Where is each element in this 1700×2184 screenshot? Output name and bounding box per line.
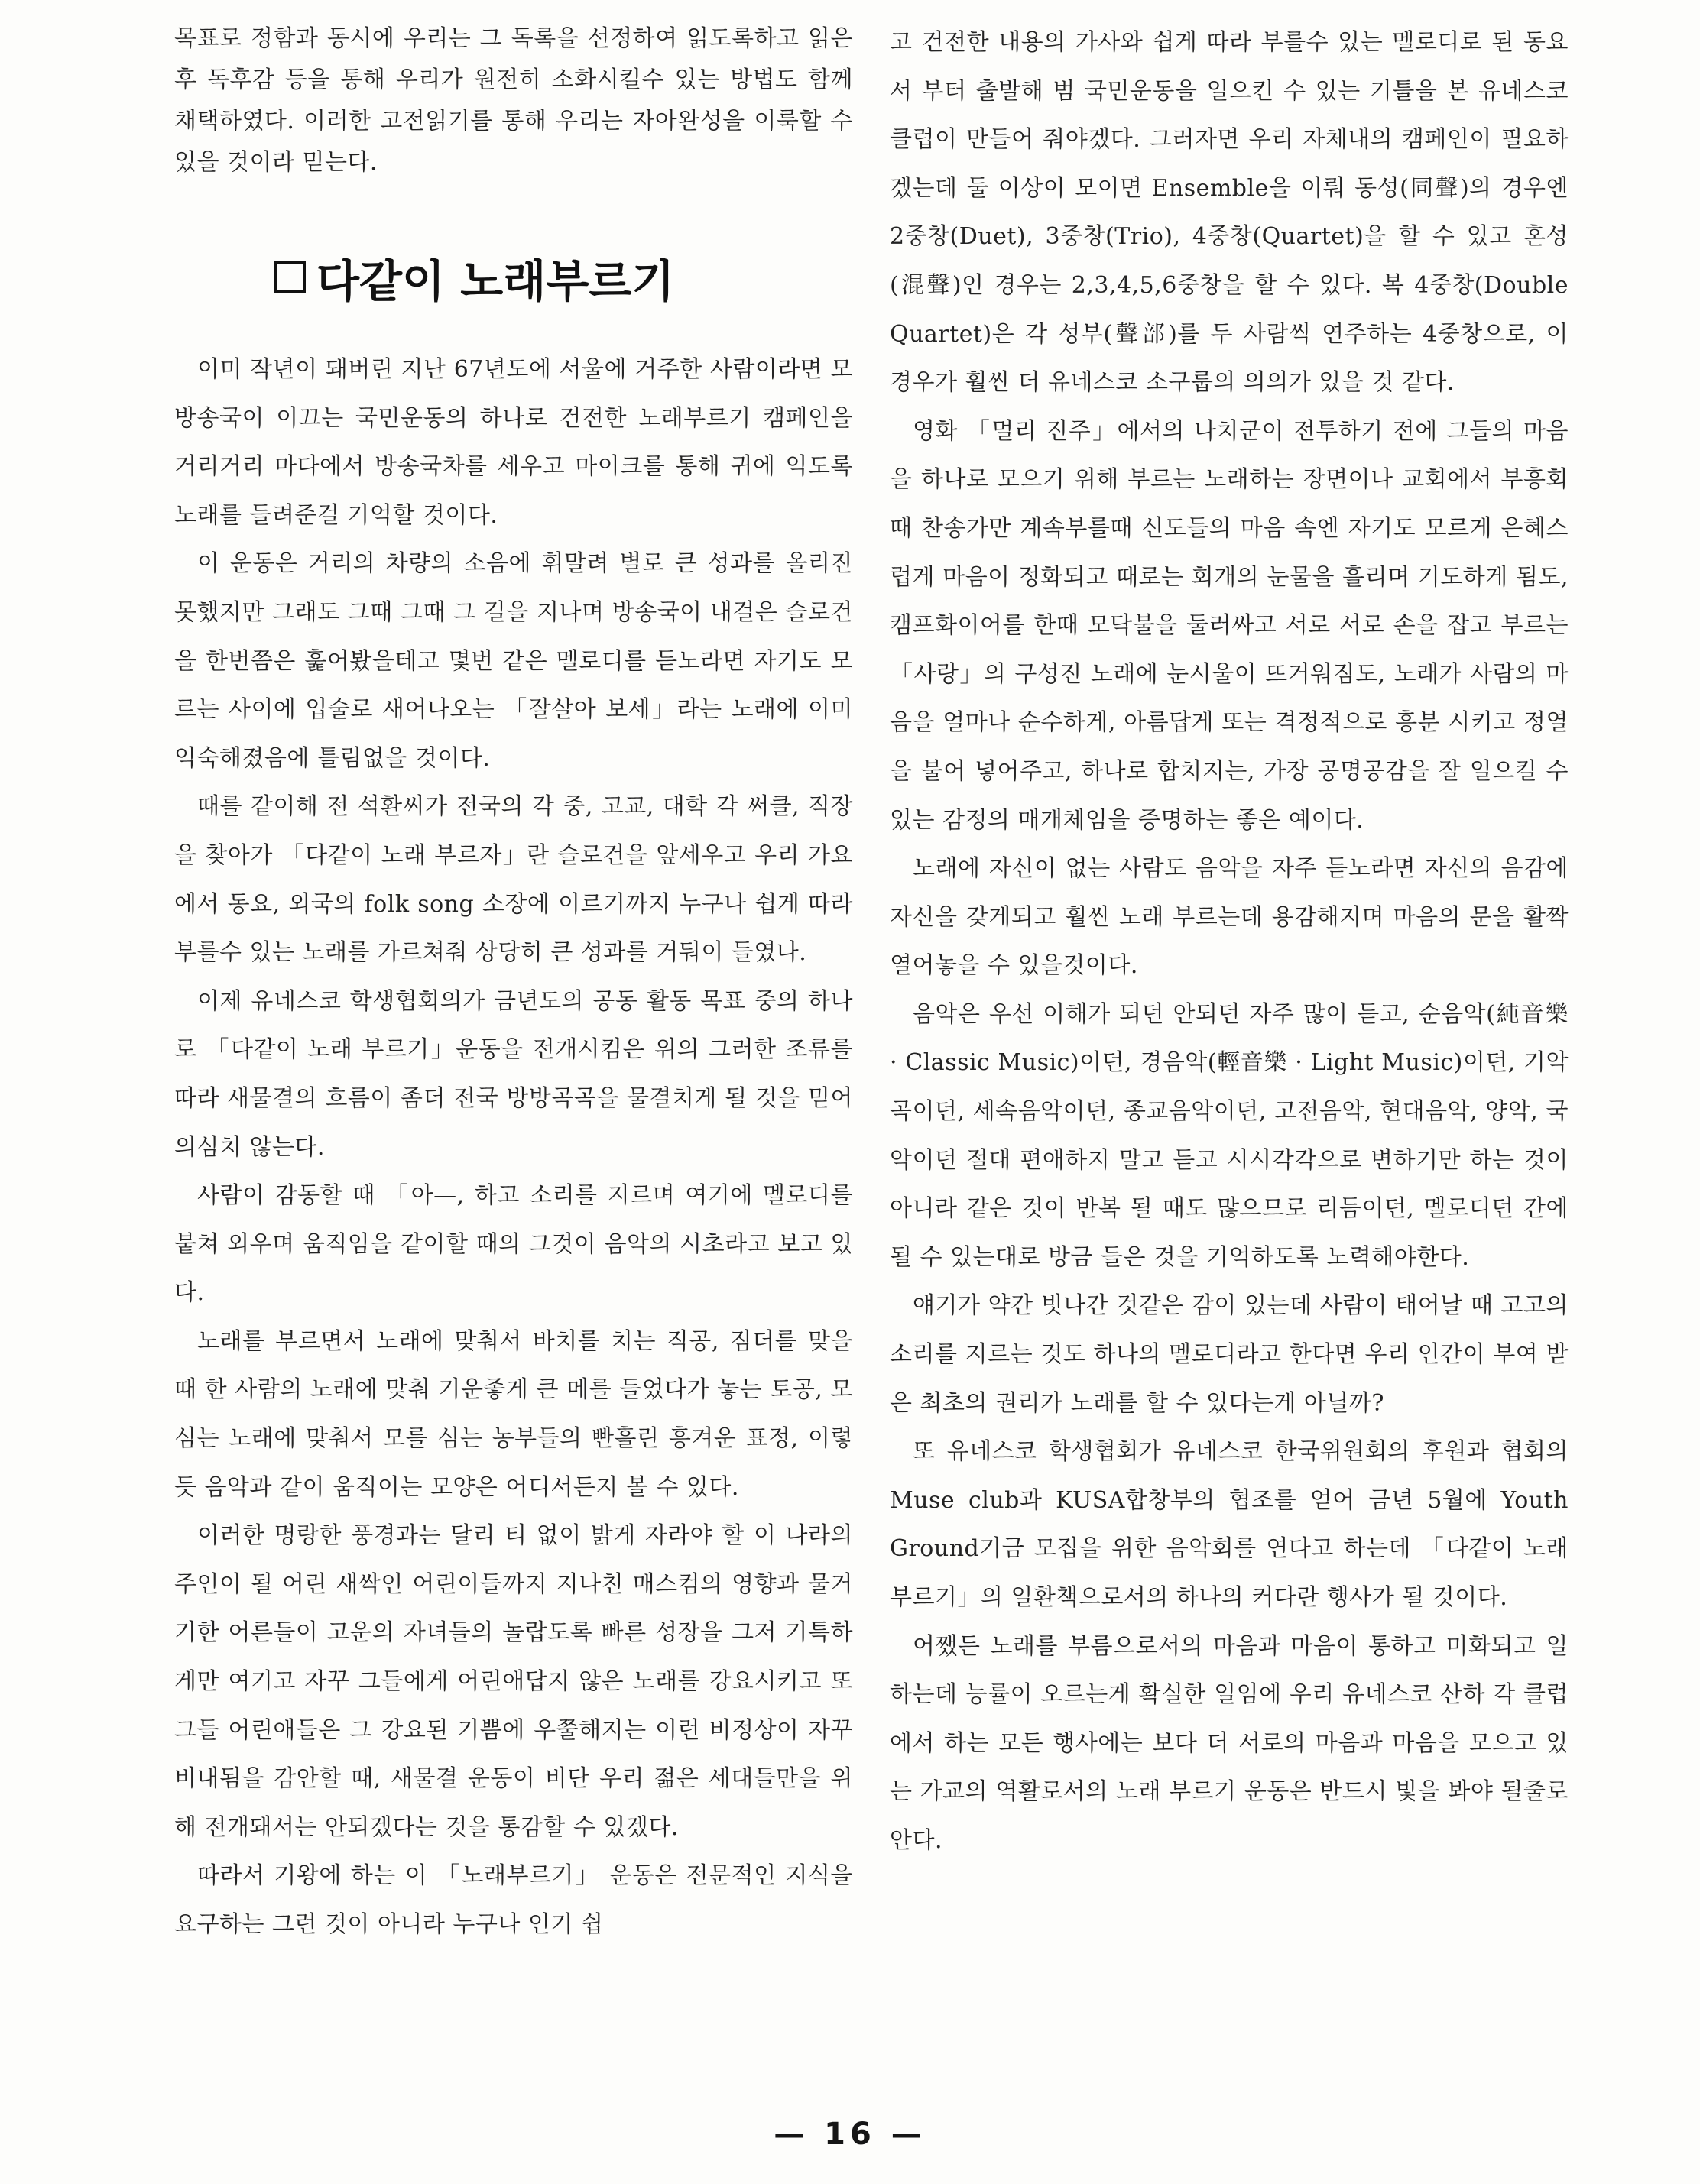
body-paragraph: 이미 작년이 돼버린 지난 67년도에 서울에 거주한 사람이라면 모 방송국이 이끄는 국민운동의 하나로 건전한 노래부르기 캠페인을 거리거리 마다에서 방송국차를 세우고 마이크를 통해 귀에 익도록 노래를 들려준걸 기억할 것이다. (174, 356, 853, 529)
body-paragraph: 고 건전한 내용의 가사와 쉽게 따라 부를수 있는 멜로디로 된 동요서 부터 출발해 범 국민운동을 일으킨 수 있는 기틀을 본 유네스코 클럽이 만들어 줘야겠다. 그러자면 우리 자체내의 캠페인이 필요하겠는데 둘 이상이 모이면 Ensemble을 이뤄 동성(同聲)의 경우엔 2중창(Duet), 3중창(Trio), 4중창(Quartet)을 할 수 있고 혼성(混聲)인 경우는 2,3,4,5,6중창을 할 수 있다. 복 4중창(Double Quartet)은 각 성부(聲部)를 두 사람씩 연주하는 4중창으로, 이 경우가 훨씬 더 유네스코 소구룹의 의의가 있을 것 같다. (890, 29, 1569, 397)
body-paragraph: 사람이 감동할 때 「아—, 하고 소리를 지르며 여기에 멜로디를 붙쳐 외우며 움직임을 같이할 때의 그것이 음악의 시초라고 보고 있다. (174, 1182, 853, 1307)
body-paragraph: 또 유네스코 학생협회가 유네스코 한국위원회의 후원과 협회의 Muse club과 KUSA합창부의 협조를 얻어 금년 5월에 Youth Ground기금 모집을 위한 음악회를 연다고 하는데 「다같이 노래 부르기」의 일환책으로서의 하나의 커다란 행사가 될 것이다. (890, 1438, 1569, 1611)
left-column (174, 18, 853, 1949)
section-heading (174, 243, 853, 312)
page-number: — 16 — (774, 2117, 926, 2152)
body-paragraph: 때를 같이해 전 석환씨가 전국의 각 중, 고교, 대학 각 써클, 직장을 찾아가 「다같이 노래 부르자」란 슬로건을 앞세우고 우리 가요에서 동요, 외국의 folk song 소장에 이르기까지 누구나 쉽게 따라 부를수 있는 노래를 가르쳐줘 상당히 큰 성과를 거둬이 들였나. (174, 793, 853, 967)
body-paragraph: 이러한 명랑한 풍경과는 달리 티 없이 밝게 자라야 할 이 나라의 주인이 될 어린 새싹인 어린이들까지 지나친 매스컴의 영향과 물거기한 어른들이 고운의 자녀들의 놀랍도록 빠른 성장을 그저 기특하게만 여기고 자꾸 그들에게 어린애답지 않은 노래를 강요시키고 또 그들 어린애들은 그 강요된 기쁨에 우쭐해지는 이런 비정상이 자꾸 비내됨을 감안할 때, 새물결 운동이 비단 우리 젊은 세대들만을 위해 전개돼서는 안되겠다는 것을 통감할 수 있겠다. (174, 1522, 853, 1841)
body-paragraph: 따라서 기왕에 하는 이 「노래부르기」 운동은 전문적인 지식을 요구하는 그런 것이 아니라 누구나 인기 쉽 (174, 1862, 853, 1938)
body-paragraph: 노래에 자신이 없는 사람도 음악을 자주 듣노라면 자신의 음감에 자신을 갖게되고 훨씬 노래 부르는데 용감해지며 마음의 문을 활짝 열어놓을 수 있을것이다. (890, 855, 1569, 980)
section-heading-text: 다같이 노래부르기 (316, 255, 675, 307)
right-column (890, 18, 1569, 1865)
body-paragraph: 어쨌든 노래를 부름으로서의 마음과 마음이 통하고 미화되고 일하는데 능률이 오르는게 확실한 일임에 우리 유네스코 산하 각 클럽에서 하는 모든 행사에는 보다 더 서로의 마음과 마음을 모으고 있는 가교의 역활로서의 노래 부르기 운동은 반드시 빛을 봐야 될줄로 안다. (890, 1632, 1569, 1854)
intro-paragraph: 목표로 정함과 동시에 우리는 그 독록을 선정하여 읽도록하고 읽은후 독후감 등을 통해 우리가 원전히 소화시킬수 있는 방법도 함께 채택하였다. 이러한 고전읽기를 통해 우리는 자아완성을 이룩할 수 있을 것이라 믿는다. (174, 25, 853, 176)
body-paragraph: 음악은 우선 이해가 되던 안되던 자주 많이 듣고, 순음악(純音樂 · Classic Music)이던, 경음악(輕音樂 · Light Music)이던, 기악곡이던, 세속음악이던, 종교음악이던, 고전음악, 현대음악, 양악, 국악이던 절대 편애하지 말고 듣고 시시각각으로 변하기만 하는 것이 아니라 같은 것이 반복 될 때도 많으므로 리듬이던, 멜로디던 간에 될 수 있는대로 방금 들은 것을 기억하도록 노력해야한다. (890, 1000, 1569, 1271)
body-paragraph: 얘기가 약간 빗나간 것같은 감이 있는데 사람이 태어날 때 고고의 소리를 지르는 것도 하나의 멜로디라고 한다면 우리 인간이 부여 받은 최초의 권리가 노래를 할 수 있다는게 아닐까? (890, 1292, 1569, 1417)
body-paragraph: 영화 「멀리 진주」에서의 나치군이 전투하기 전에 그들의 마음을 하나로 모으기 위해 부르는 노래하는 장면이나 교회에서 부흥회때 찬송가만 계속부를때 신도들의 마음 속엔 자기도 모르게 은혜스럽게 마음이 정화되고 때로는 회개의 눈물을 흘리며 기도하게 됨도, 캠프화이어를 한때 모닥불을 둘러싸고 서로 서로 손을 잡고 부르는 「사랑」의 구성진 노래에 눈시울이 뜨거워짐도, 노래가 사람의 마음을 얼마나 순수하게, 아름답게 또는 격정적으로 흥분 시키고 정열을 불어 넣어주고, 하나로 합치지는, 가장 공명공감을 잘 일으킬 수 있는 감정의 매개체임을 증명하는 좋은 예이다. (890, 417, 1569, 834)
body-paragraph: 이제 유네스코 학생협회의가 금년도의 공동 활동 목표 중의 하나로 「다같이 노래 부르기」운동을 전개시킴은 위의 그러한 조류를 따라 새물결의 흐름이 좀더 전국 방방곡곡을 물결치게 될 것을 믿어 의심치 않는다. (174, 987, 853, 1161)
body-paragraph: 이 운동은 거리의 차량의 소음에 휘말려 별로 큰 성과를 올리진 못했지만 그래도 그때 그때 그 길을 지나며 방송국이 내걸은 슬로건을 한번쯤은 훑어봤을테고 몇번 같은 멜로디를 듣노라면 자기도 모르는 사이에 입술로 새어나오는 「잘살아 보세」라는 노래에 이미 익숙해졌음에 틀림없을 것이다. (174, 550, 853, 772)
body-paragraph: 노래를 부르면서 노래에 맞춰서 바치를 치는 직공, 짐더를 맞을 때 한 사람의 노래에 맞춰 기운좋게 큰 메를 들었다가 놓는 토공, 모심는 노래에 맞춰서 모를 심는 농부들의 빤흘린 흥겨운 표정, 이렇듯 음악과 같이 움직이는 모양은 어디서든지 볼 수 있다. (174, 1327, 853, 1501)
square-bullet-icon (274, 261, 306, 293)
